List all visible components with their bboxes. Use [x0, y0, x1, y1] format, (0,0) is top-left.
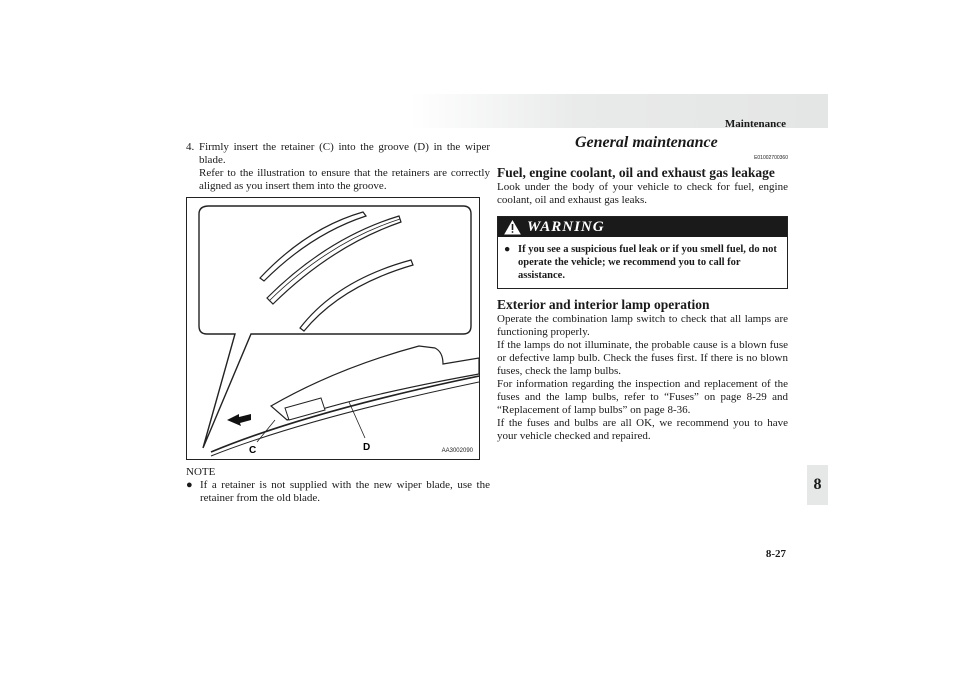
- step-4: [186, 141, 490, 167]
- subsection-title-leakage: Fuel, engine coolant, oil and exhaust gas leakage: [497, 165, 775, 180]
- label-d: D: [363, 442, 371, 453]
- step-number: 4.: [186, 141, 195, 153]
- warning-box: [497, 216, 788, 289]
- section-title: General maintenance: [575, 134, 718, 151]
- figure-code: AA3002090: [441, 448, 473, 454]
- leakage-text: Look under the body of your vehicle to check for fuel, engine coolant, oil and exhaust gas leaks.: [497, 181, 788, 206]
- note-text: If a retainer is not supplied with the new wiper blade, use the retainer from the old blade.: [200, 479, 490, 504]
- warning-header: [498, 217, 787, 237]
- page-header-title: Maintenance: [724, 118, 786, 130]
- subsection-title-lamps: Exterior and interior lamp operation: [497, 297, 710, 312]
- section-code: E01002700360: [754, 155, 788, 161]
- chapter-tab: [807, 465, 828, 505]
- lamps-para-2: If the lamps do not illuminate, the probable cause is a blown fuse or defective lamp bulb. Check the fuses first. If there is no blown fuses, check the lamp bulbs.: [497, 339, 788, 377]
- warning-label: WARNING: [527, 218, 605, 235]
- step-line-1: Firmly insert the retainer (C) into the groove (D) in the wiper blade.: [198, 141, 491, 166]
- page-number: 8-27: [765, 548, 786, 560]
- right-column: [497, 134, 788, 443]
- step-line-2: Refer to the illustration to ensure that the retainers are correctly aligned as you insert them into the groove.: [199, 167, 490, 192]
- lamps-para-1: Operate the combination lamp switch to check that all lamps are functioning properly.: [497, 313, 788, 338]
- note-title: NOTE: [186, 466, 216, 478]
- warning-item: [498, 237, 787, 288]
- lamps-para-3: For information regarding the inspection and replacement of the fuses and the lamp bulbs, refer to “Fuses” on page 8-29 and “Replacement of lamp bulbs” on page 8-36.: [497, 378, 788, 416]
- left-column: [186, 141, 490, 193]
- bullet-icon: ●: [186, 479, 193, 491]
- note-block: [186, 466, 490, 505]
- bullet-icon: ●: [504, 244, 511, 255]
- note-item: [186, 479, 490, 505]
- callout-frame: [199, 206, 471, 448]
- lamps-para-4: If the fuses and bulbs are all OK, we recommend you to have your vehicle checked and repaired.: [497, 417, 788, 442]
- label-c: C: [249, 445, 257, 456]
- chapter-number: 8: [813, 476, 822, 493]
- warning-text: If you see a suspicious fuel leak or if you smell fuel, do not operate the vehicle; we recommend you to call for assistance.: [518, 244, 777, 281]
- warning-triangle-icon: [504, 220, 521, 235]
- illustration-svg: [187, 198, 479, 459]
- arrow-icon: [227, 414, 251, 426]
- wiper-retainer-illustration: [186, 197, 480, 460]
